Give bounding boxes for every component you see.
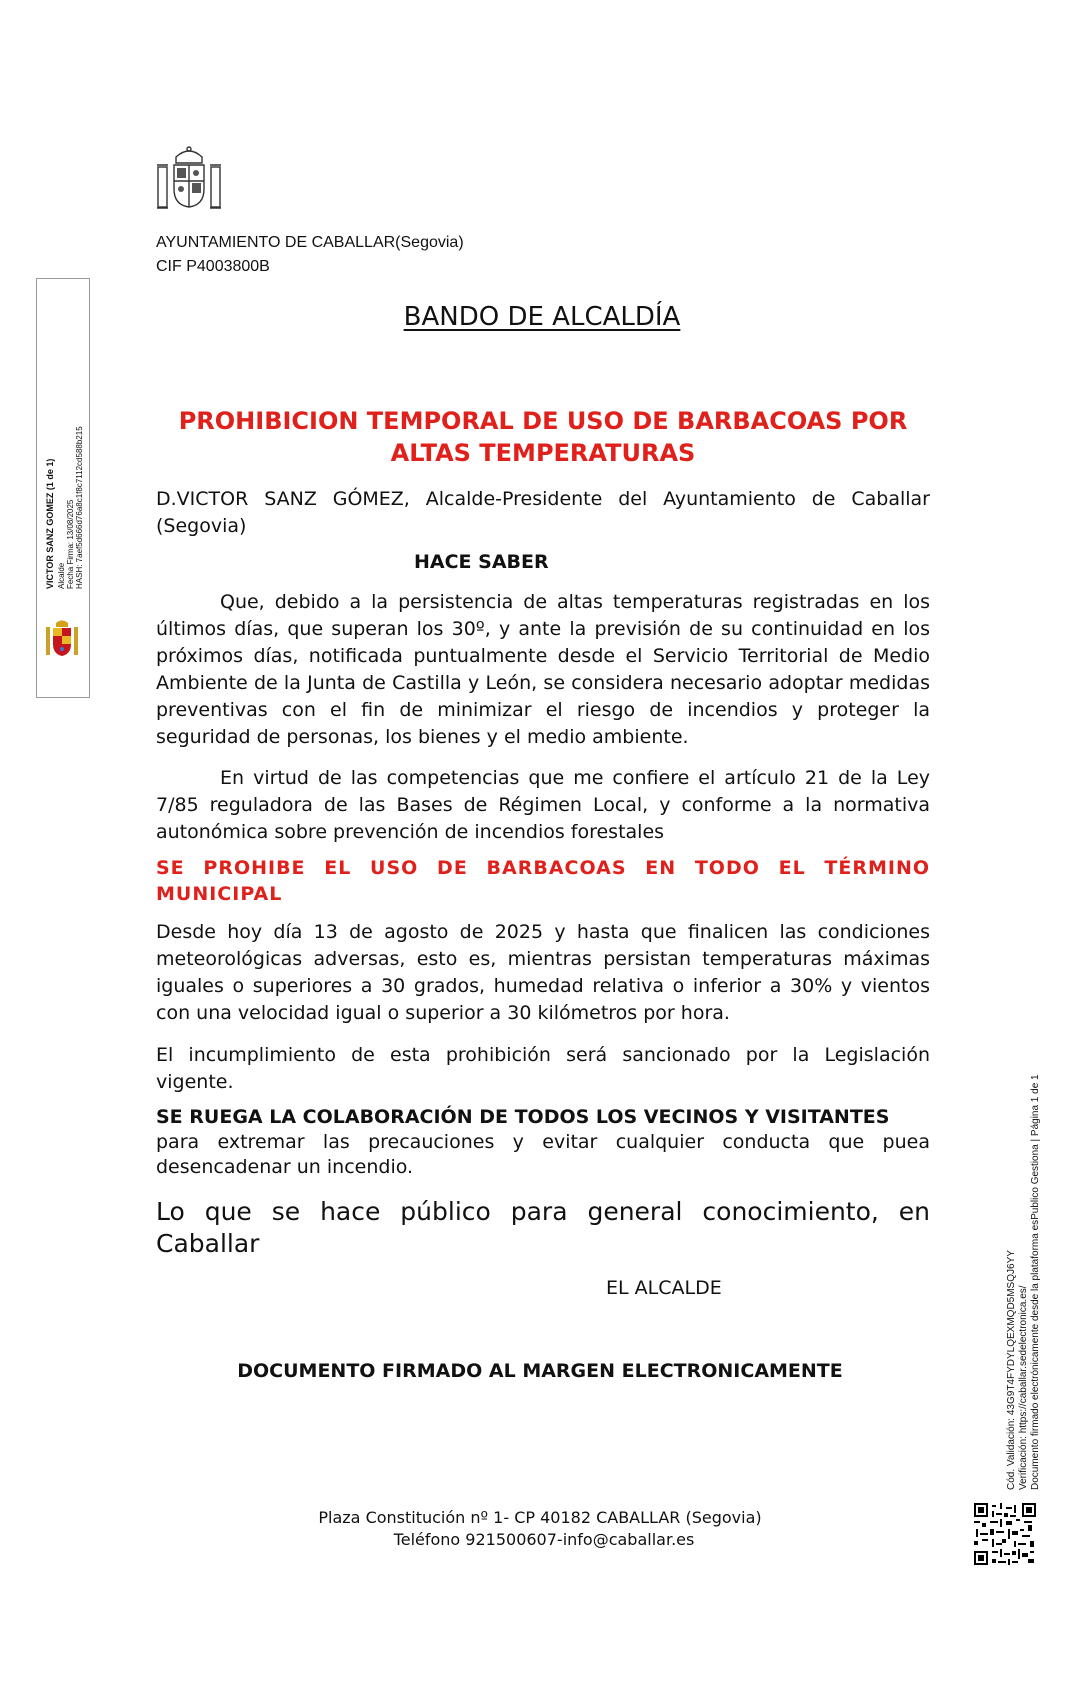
paragraph-competencies: En virtud de las competencias que me confiere el artículo 21 de la Ley 7/85 reguladora de las Bases de Régimen Local, y conforme a la normativa autonómica sobre prevención de incendios forestales <box>156 767 930 843</box>
verification-url[interactable]: Verificación: https://caballar.sedelectronica.es/ <box>1018 1285 1029 1490</box>
public-notice: Lo que se hace público para general conocimiento, en Caballar <box>156 1197 930 1258</box>
signer-role: Alcalde <box>57 562 66 589</box>
paragraph-request <box>156 1105 930 1180</box>
organization-name: AYUNTAMIENTO DE CABALLAR(Segovia) <box>156 234 464 251</box>
signer-name: VICTOR SANZ GOMEZ (1 de 1) <box>45 458 55 589</box>
signature-date: Fecha Firma: 13/08/2025 <box>66 499 75 589</box>
qr-code-icon <box>974 1503 1036 1565</box>
prohibition-statement: SE PROHIBE EL USO DE BARBACOAS EN TODO EL TÉRMINO MUNICIPAL <box>156 857 930 905</box>
signature-hash: HASH: 7aef5d666d76a8c1f8c7112cd588b215 <box>75 426 84 589</box>
paragraph-sanctions: El incumplimiento de esta prohibición será sancionado por la Legislación vigente. <box>156 1044 930 1093</box>
coat-of-arms-logo <box>154 145 224 215</box>
hace-saber-heading: HACE SABER <box>414 551 549 573</box>
footer-address: Plaza Constitución nº 1- CP 40182 CABALLAR (Segovia) <box>318 1508 762 1527</box>
document-title: BANDO DE ALCALDÍA <box>403 302 681 332</box>
request-bold-text: SE RUEGA LA COLABORACIÓN DE TODOS LOS VECINOS Y VISITANTES <box>156 1106 890 1128</box>
organization-cif: CIF P4003800B <box>156 258 270 275</box>
signed-electronically-note: DOCUMENTO FIRMADO AL MARGEN ELECTRONICAMENTE <box>237 1360 843 1382</box>
electronic-signature-note: Documento firmado electrónicamente desde la plataforma esPublico Gestiona | Página 1 de 1 <box>1030 1074 1041 1490</box>
intro-paragraph: D.VICTOR SANZ GÓMEZ, Alcalde-Presidente del Ayuntamiento de Caballar (Segovia) <box>156 488 930 537</box>
mayor-signature-label: EL ALCALDE <box>606 1277 722 1299</box>
signature-strip <box>36 278 90 698</box>
validation-code: Cód. Validación: 43G9T4FYDYLQEXMQD5MSQJ6YY <box>1006 1250 1017 1490</box>
paragraph-duration: Desde hoy día 13 de agosto de 2025 y hasta que finalicen las condiciones meteorológicas adversas, esto es, mientras persistan temperaturas máximas iguales o superiores a 30 grados, humedad relativa o inferior a 30% y vientos con una velocidad igual o superior a 30 kilómetros por hora. <box>156 921 930 1024</box>
paragraph-reasons: Que, debido a la persistencia de altas temperaturas registradas en los últimos días, que superan los 30º, y ante la previsión de su continuidad en los próximos días, notificada puntualmente desde el Servicio Territorial de Medio Ambiente de la Junta de Castilla y León, se considera necesario adoptar medidas preventivas con el fin de minimizar el riesgo de incendios y proteger la seguridad de personas, los bienes y el medio ambiente. <box>156 591 930 748</box>
prohibition-headline: PROHIBICION TEMPORAL DE USO DE BARBACOAS POR ALTAS TEMPERATURAS <box>178 407 908 467</box>
request-rest-text: para extremar las precauciones y evitar cualquier conducta que puea desencadenar un incendio. <box>156 1131 930 1178</box>
signature-arms-icon <box>45 619 79 663</box>
footer-phone: Teléfono 921500607-info@caballar.es <box>393 1530 695 1549</box>
